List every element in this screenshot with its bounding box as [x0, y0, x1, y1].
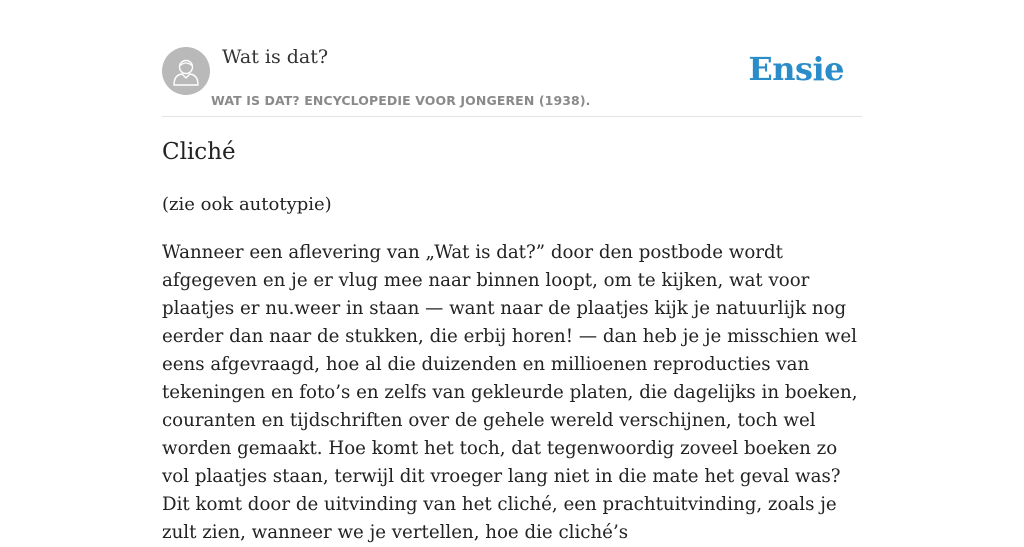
- article-body: Wanneer een aflevering van „Wat is dat?” door den postbode wordt afgegeven en je er vlug mee naar binnen loopt, om te kijken, wat voor plaatjes er nu.weer in staan — want naar de plaatjes kijk je natuurlijk nog eerder dan naar de stukken, die erbij horen! — dan heb je je misschien wel eens afgevraagd, hoe al die duizenden en millioenen reproducties van tekeningen en foto’s en zelfs van gekleurde platen, die dagelijks in boeken, couranten en tijdschriften over de gehele wereld verschijnen, toch wel worden gemaakt. Hoe komt het toch, dat tegenwoordig zoveel boeken zo vol plaatjes staan, terwijl dit vroeger lang niet in die mate het geval was? Dit komt door de uitvinding van het cliché, een prachtuitvinding, zoals je zult zien, wanneer we je vertellen, hoe die cliché’s: [162, 242, 858, 543]
- article-title: Cliché: [162, 139, 236, 165]
- ensie-logo[interactable]: Ensie: [748, 50, 844, 88]
- source-avatar[interactable]: [162, 47, 210, 95]
- see-also-text: (zie ook autotypie): [162, 194, 332, 215]
- user-outline-icon: [162, 47, 210, 95]
- page-container: [162, 0, 862, 543]
- source-title[interactable]: Wat is dat?: [222, 46, 329, 68]
- source-header: [162, 0, 862, 117]
- source-subtitle[interactable]: WAT IS DAT? ENCYCLOPEDIE VOOR JONGEREN (1938).: [211, 93, 591, 108]
